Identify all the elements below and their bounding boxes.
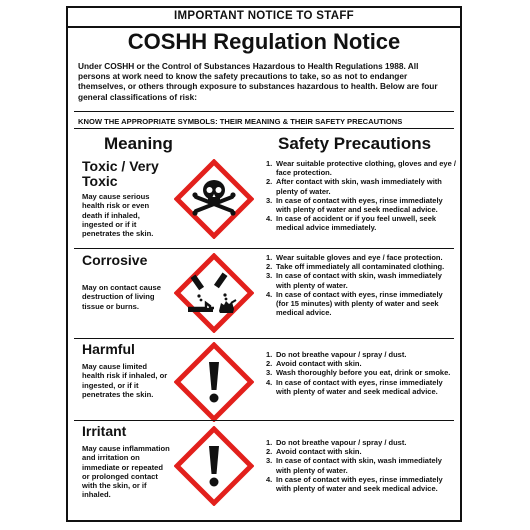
hazard-name: Toxic / Very Toxic — [82, 158, 159, 189]
hazard-description: May cause inflammation and irritation on immediate or repeated or prolonged contact with the skin, or if inhaled. — [82, 444, 170, 500]
precautions-list — [266, 253, 456, 317]
safety-precautions-heading: Safety Precautions — [278, 134, 432, 153]
precaution-item: 2. Avoid contact with skin. — [266, 359, 362, 369]
precaution-item: 2. Avoid contact with skin. — [266, 447, 362, 457]
symbols-instruction: KNOW THE APPROPRIATE SYMBOLS: THEIR MEANING & THEIR SAFETY PRECAUTIONS — [78, 117, 403, 126]
precaution-item: 1. Do not breathe vapour / spray / dust. — [266, 350, 407, 359]
page-title: COSHH Regulation Notice — [127, 29, 401, 54]
precaution-item: 1. Do not breathe vapour / spray / dust. — [266, 438, 407, 447]
coshh-notice-sign — [66, 6, 462, 522]
precaution-item: 4. In case of contact with eyes, rinse immediately with plenty of water and seek medical advice. — [266, 474, 443, 494]
hazard-name: Corrosive — [82, 252, 148, 268]
precaution-item: 2. Take off immediately all contaminated clothing. — [266, 262, 445, 272]
exclamation-mark-icon — [174, 426, 254, 506]
hazard-name: Irritant — [82, 423, 127, 439]
divider — [74, 128, 454, 129]
precaution-item: 3. In case of contact with skin, wash immediately with plenty of water. — [266, 456, 442, 475]
hazard-description: May on contact cause destruction of living tissue or burns. — [82, 283, 161, 311]
precaution-item: 3. In case of contact with eyes, rinse immediately with plenty of water and seek medical advice. — [266, 195, 443, 215]
hazard-description: May cause limited health risk if inhaled, or ingested, or if it penetrates the skin. — [82, 362, 168, 399]
precaution-item: 2. After contact with skin, wash immediately with plenty of water. — [266, 177, 442, 196]
precaution-item: 1. Wear suitable protective clothing, gloves and eye / face protection. — [266, 159, 456, 178]
precautions-list — [266, 350, 456, 396]
precautions-list — [266, 438, 456, 493]
intro-paragraph: Under COSHH or the Control of Substances Hazardous to Health Regulations 1988. All persons at work need to know the safety precautions to take, so as not to endanger themselves, or others through exposure to substances hazardous to health. Below are four general classifications of risk: — [78, 61, 438, 102]
notice-heading: IMPORTANT NOTICE TO STAFF — [174, 10, 354, 22]
skull-crossbones-icon — [174, 159, 254, 239]
hazard-description: May cause serious health risk or even death if inhaled, ingested or if it penetrates the skin. — [82, 192, 154, 239]
divider — [74, 248, 454, 249]
precaution-item: 3. In case of contact with skin, wash immediately with plenty of water. — [266, 271, 442, 290]
exclamation-mark-icon — [174, 342, 254, 422]
divider — [74, 111, 454, 112]
meaning-heading: Meaning — [104, 134, 173, 153]
precautions-list — [266, 159, 456, 233]
divider — [74, 420, 454, 421]
precaution-item: 4. In case of contact with eyes, rinse immediately with plenty of water and seek medical advice. — [266, 377, 443, 396]
hazard-name: Harmful — [82, 341, 135, 357]
precaution-item: 4. In case of contact with eyes, rinse immediately (for 15 minutes) with plenty of water and seek medical advice. — [266, 289, 443, 318]
precaution-item: 1. Wear suitable gloves and eye / face protection. — [266, 253, 443, 262]
corrosion-icon — [174, 253, 254, 333]
precaution-item: 4. In case of accident or if you feel unwell, seek medical advice immediately. — [266, 214, 437, 233]
precaution-item: 3. Wash thoroughly before you eat, drink or smoke. — [266, 368, 451, 378]
divider — [74, 338, 454, 339]
